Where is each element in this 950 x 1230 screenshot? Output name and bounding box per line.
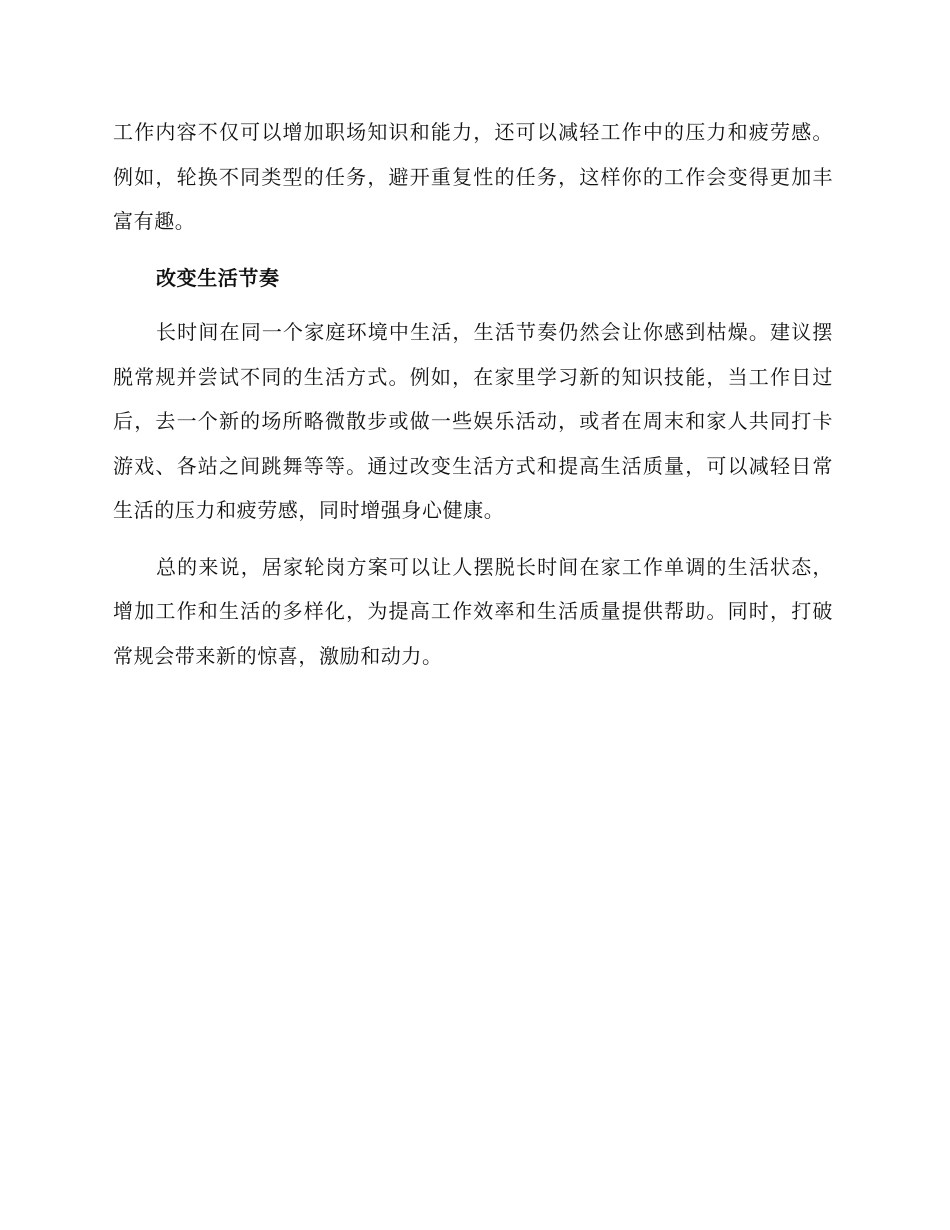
document-page	[113, 110, 833, 678]
paragraph-conclusion: 总的来说，居家轮岗方案可以让人摆脱长时间在家工作单调的生活状态，增加工作和生活的多样化，为提高工作效率和生活质量提供帮助。同时，打破常规会带来新的惊喜，激励和动力。	[113, 554, 833, 668]
paragraph-life-rhythm: 长时间在同一个家庭环境中生活，生活节奏仍然会让你感到枯燥。建议摆脱常规并尝试不同的生活方式。例如，在家里学习新的知识技能，当工作日过后，去一个新的场所略微散步或做一些娱乐活动，或者在周末和家人共同打卡游戏、各站之间跳舞等等。通过改变生活方式和提高生活质量，可以减轻日常生活的压力和疲劳感，同时增强身心健康。	[113, 320, 833, 522]
paragraph-work-content: 工作内容不仅可以增加职场知识和能力，还可以减轻工作中的压力和疲劳感。例如，轮换不同类型的任务，避开重复性的任务，这样你的工作会变得更加丰富有趣。	[113, 120, 833, 233]
paragraph-spacer	[113, 533, 833, 545]
section-heading-change-life-rhythm: 改变生活节奏	[156, 265, 280, 290]
